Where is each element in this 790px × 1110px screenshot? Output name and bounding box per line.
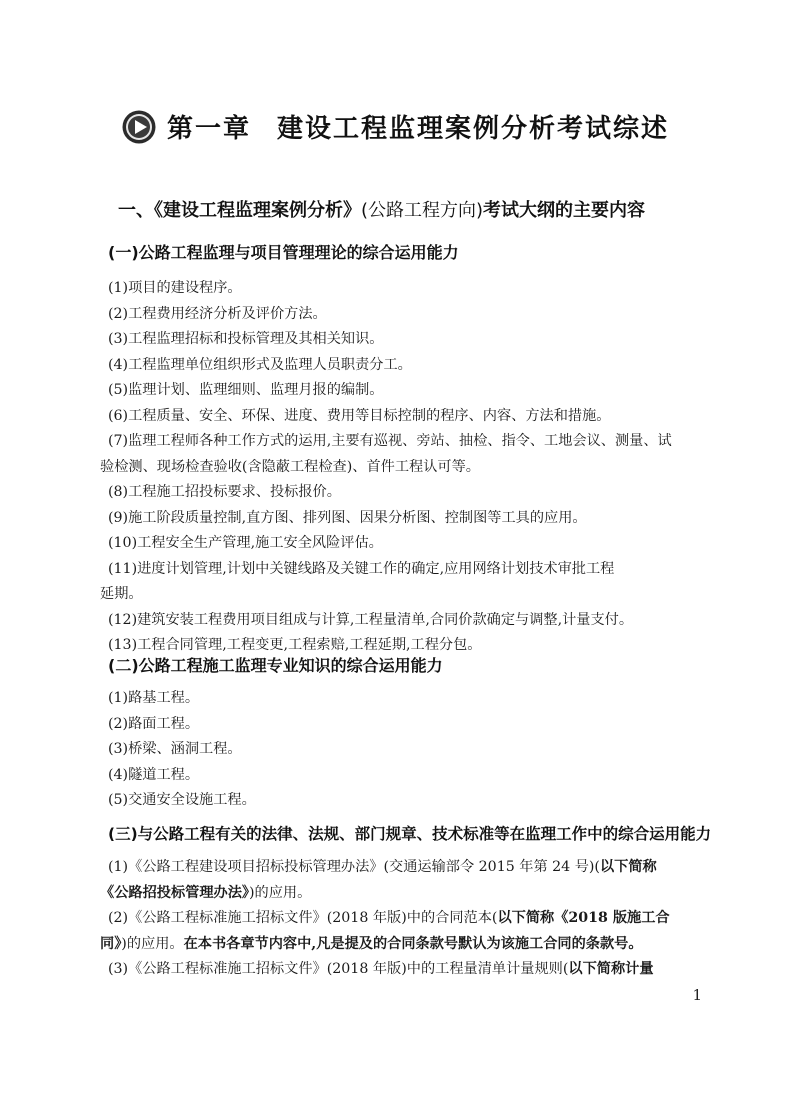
list-item: (12)建筑安装工程费用项目组成与计算,工程量清单,合同价款确定与调整,计量支付。 [108, 611, 634, 628]
list-item: (8)工程施工招投标要求、投标报价。 [108, 484, 341, 500]
list-item-continuation: 同》)的应用。在本书各章节内容中,凡是提及的合同条款号默认为该施工合同的条款号。 [100, 935, 643, 952]
list-item-continuation: 《公路招投标管理办法》)的应用。 [100, 884, 312, 901]
subsection-heading-1: (一)公路工程监理与项目管理理论的综合运用能力 [108, 243, 459, 262]
section-suffix: 考试大纲的主要内容 [483, 200, 646, 221]
list-item: (7)监理工程师各种工作方式的运用,主要有巡视、旁站、抽检、指令、工地会议、测量、试 [108, 433, 672, 449]
subsection-heading-3: (三)与公路工程有关的法律、法规、部门规章、技术标准等在监理工作中的综合运用能力 [108, 825, 712, 843]
list-item: (4)工程监理单位组织形式及监理人员职责分工。 [108, 356, 412, 373]
list-item: (11)进度计划管理,计划中关键线路及关键工作的确定,应用网络计划技术审批工程 [108, 560, 615, 577]
list-item: (2)《公路工程标准施工招标文件》(2018 年版)中的合同范本(以下简称《2018 版施工合 [108, 910, 670, 926]
list-item-continuation: 延期。 [100, 586, 143, 602]
list-2 [108, 686, 708, 814]
list-item: (3)《公路工程标准施工招标文件》(2018 年版)中的工程量清单计量规则(以下简称计量 [108, 961, 654, 977]
chapter-title: 建设工程监理案例分析考试综述 [277, 114, 670, 144]
list-item: (6)工程质量、安全、环保、进度、费用等目标控制的程序、内容、方法和措施。 [108, 407, 611, 424]
section-direction: (公路工程方向) [361, 200, 484, 221]
section-prefix: 一、 [118, 200, 154, 221]
list-3 [100, 855, 708, 983]
section-book-title: 《建设工程监理案例分析》 [154, 200, 361, 221]
list-item: (4)隧道工程。 [108, 766, 200, 783]
page-number: 1 [692, 986, 702, 1004]
list-item: (5)监理计划、监理细则、监理月报的编制。 [108, 382, 384, 398]
chapter-number: 第一章 [166, 114, 251, 144]
list-item: (1)《公路工程建设项目招标投标管理办法》(交通运输部令 2015 年第 24 号)(以下简称 [108, 859, 657, 875]
list-1 [100, 276, 708, 659]
list-item: (13)工程合同管理,工程变更,工程索赔,工程延期,工程分包。 [108, 637, 482, 653]
play-circle-icon [121, 109, 157, 145]
subsection-heading-2: (二)公路工程施工监理专业知识的综合运用能力 [108, 656, 443, 675]
list-item: (1)路基工程。 [108, 690, 200, 706]
list-item: (9)施工阶段质量控制,直方图、排列图、因果分析图、控制图等工具的应用。 [108, 509, 587, 526]
list-item: (2)路面工程。 [108, 715, 200, 732]
list-item-continuation: 验检测、现场检查验收(含隐蔽工程检查)、首件工程认可等。 [100, 458, 480, 475]
list-item: (3)工程监理招标和投标管理及其相关知识。 [108, 331, 384, 347]
list-item: (2)工程费用经济分析及评价方法。 [108, 305, 327, 322]
list-item: (3)桥梁、涵洞工程。 [108, 741, 242, 757]
list-item: (1)项目的建设程序。 [108, 280, 242, 296]
chapter-heading [0, 108, 790, 145]
list-item: (10)工程安全生产管理,施工安全风险评估。 [108, 535, 383, 551]
section-heading-1 [118, 196, 645, 222]
list-item: (5)交通安全设施工程。 [108, 792, 256, 808]
